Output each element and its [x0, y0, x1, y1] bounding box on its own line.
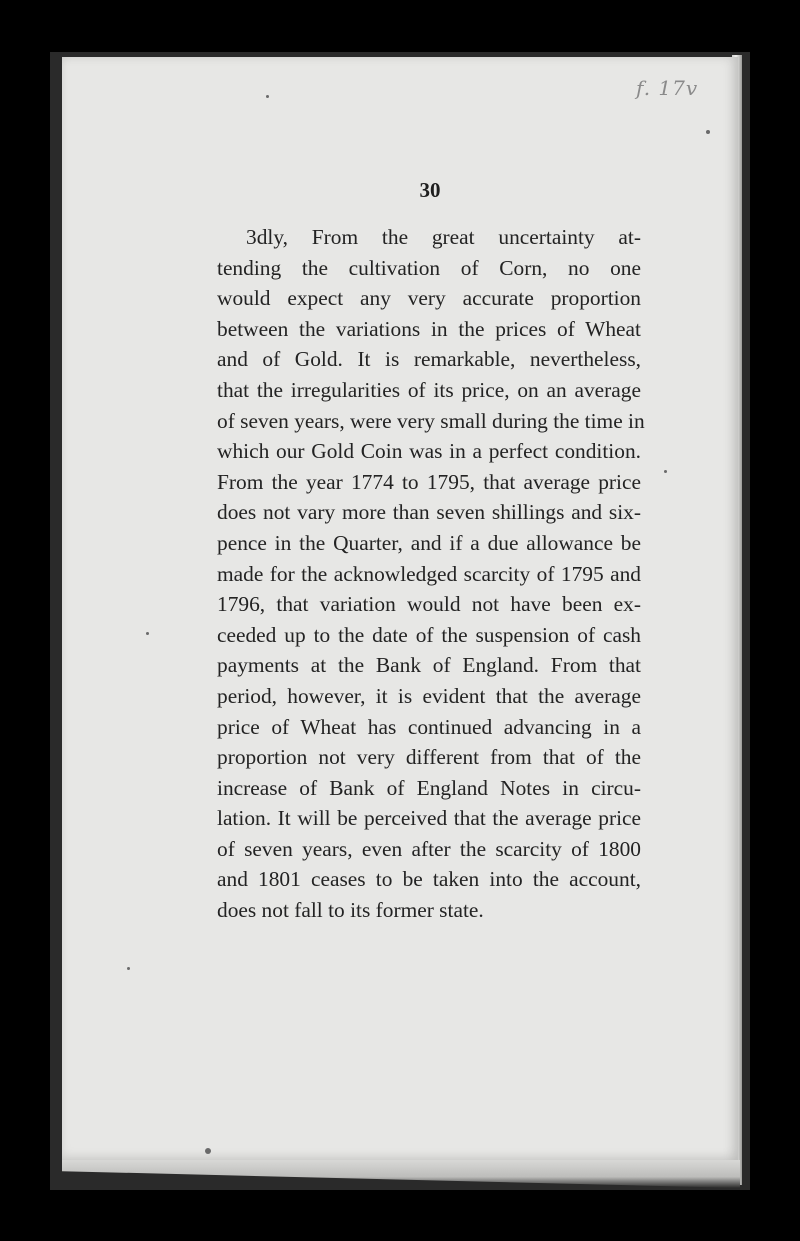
text-line: of seven years, were very small during the time in [217, 408, 645, 433]
text-line: ceeded up to the date of the suspension of cash [217, 622, 641, 647]
paper-speck [266, 95, 269, 98]
text-line: tending the cultivation of Corn, no one [217, 255, 641, 280]
paper-speck [664, 470, 667, 473]
text-line: lation. It will be perceived that the average price [217, 806, 641, 831]
text-line: payments at the Bank of England. From that [217, 653, 641, 678]
text-line: between the variations in the prices of Wheat [217, 316, 641, 341]
text-line: proportion not very different from that of the [217, 745, 641, 770]
text-line: which our Gold Coin was in a perfect condition. [217, 439, 641, 464]
page-number: 30 [419, 178, 441, 202]
paper-speck [706, 130, 710, 134]
text-line: period, however, it is evident that the average [217, 683, 641, 708]
text-line: made for the acknowledged scarcity of 1795 and [217, 561, 641, 586]
text-line: does not vary more than seven shillings and six- [217, 500, 641, 525]
text-line: price of Wheat has continued advancing in a [217, 714, 641, 739]
paper-speck [127, 967, 130, 970]
folio-mark: f. 17v [636, 76, 699, 100]
text-line: 3dly, From the great uncertainty at- [246, 225, 641, 249]
text-line: 1796, that variation would not have been ex- [217, 592, 641, 617]
text-line: and 1801 ceases to be taken into the account, [217, 867, 641, 892]
text-line: that the irregularities of its price, on an average [217, 377, 641, 402]
text-line: and of Gold. It is remarkable, nevertheless, [217, 347, 641, 372]
paper-speck [205, 1148, 211, 1154]
text-line: does not fall to its former state. [217, 898, 484, 923]
text-line: increase of Bank of England Notes in circu- [217, 775, 641, 800]
text-line: of seven years, even after the scarcity of 1800 [217, 836, 641, 861]
paper-speck [146, 632, 149, 635]
text-line: From the year 1774 to 1795, that average price [217, 469, 641, 494]
text-line: pence in the Quarter, and if a due allowance be [217, 530, 641, 555]
paragraph [217, 222, 645, 926]
text-line: would expect any very accurate proportion [217, 286, 641, 311]
